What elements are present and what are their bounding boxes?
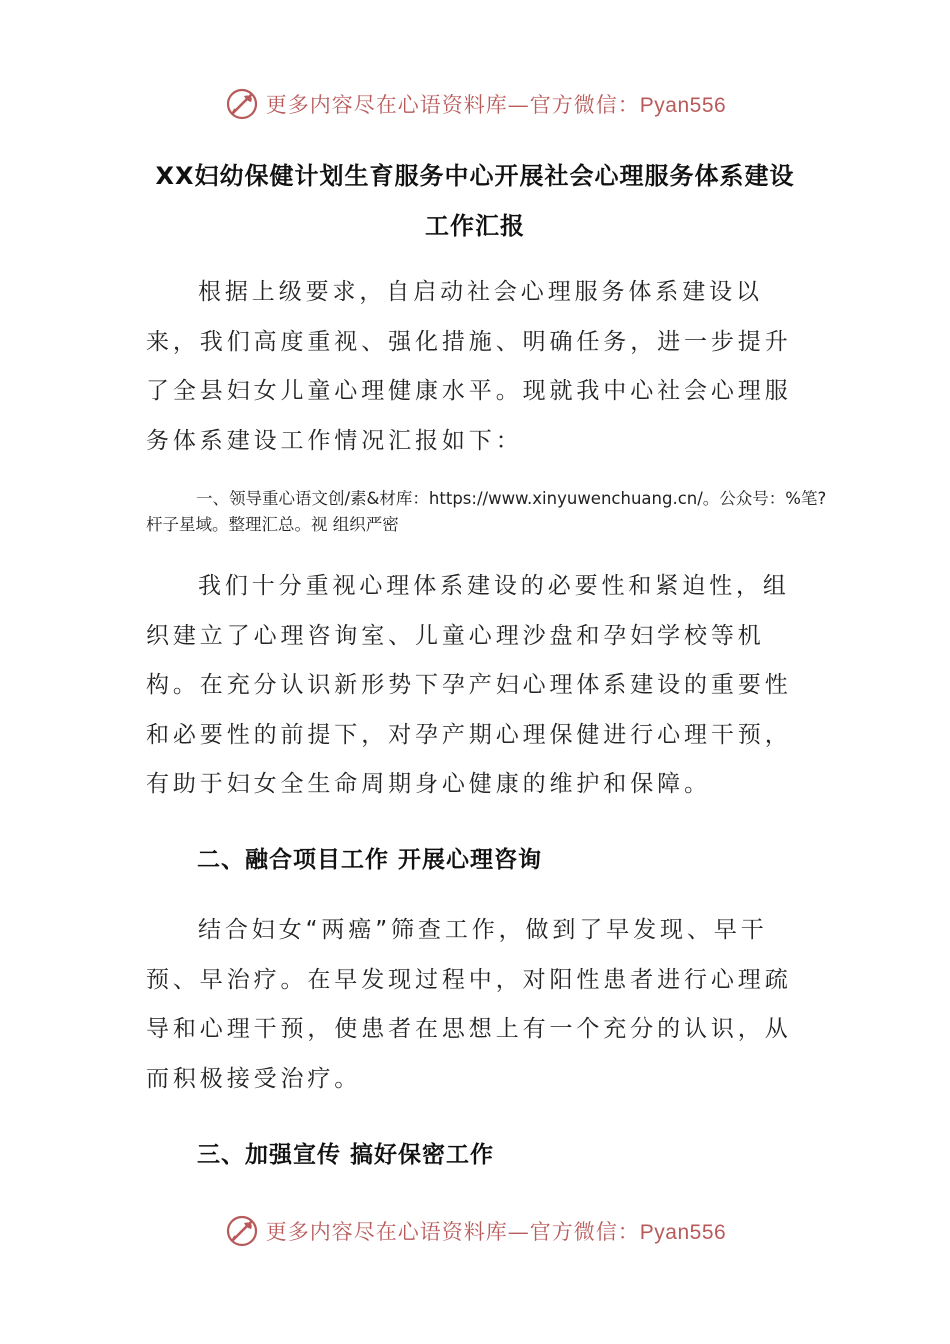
section2-paragraph: 结合妇女“两癌”筛查工作，做到了早发现、早干预、早治疗。在早发现过程中，对阳性患者进行心理疏导和心理干预，使患者在思想上有一个充分的认识，从而积极接受治疗。: [146, 917, 792, 1092]
banner-text: 更多内容尽在心语资料库—官方微信：Pyan556: [265, 1220, 727, 1244]
wechat-id: Pyan556: [639, 1221, 727, 1244]
section1-paragraph: 我们十分重视心理体系建设的必要性和紧迫性，组织建立了心理咨询室、儿童心理沙盘和孕妇学校等机构。在充分认识新形势下孕产妇心理体系建设的重要性和必要性的前提下，对孕产期心理保健进行心理干预，有助于妇女全生命周期身心健康的维护和保障。: [146, 573, 792, 797]
quill-logo-icon: [224, 86, 260, 122]
wechat-id: Pyan556: [639, 94, 727, 117]
document-title-line2: 工作汇报: [425, 212, 525, 240]
section1-note: 一、领导重心语文创/素&材库：https://www.xinyuwenchuang.cn/。公众号：%笔?杆子星域。整理汇总。视 组织严密: [146, 489, 827, 534]
section2-heading: 二、融合项目工作 开展心理咨询: [197, 847, 543, 873]
header-banner: [0, 80, 950, 128]
footer-banner: [0, 1207, 950, 1255]
document-title-line1: XX妇幼保健计划生育服务中心开展社会心理服务体系建设: [155, 162, 795, 190]
quill-logo-icon: [224, 1213, 260, 1249]
banner-text: 更多内容尽在心语资料库—官方微信：Pyan556: [265, 93, 727, 117]
section3-heading: 三、加强宣传 搞好保密工作: [197, 1142, 495, 1168]
intro-paragraph: 根据上级要求，自启动社会心理服务体系建设以来，我们高度重视、强化措施、明确任务，进一步提升了全县妇女儿童心理健康水平。现就我中心社会心理服务体系建设工作情况汇报如下：: [146, 279, 792, 454]
